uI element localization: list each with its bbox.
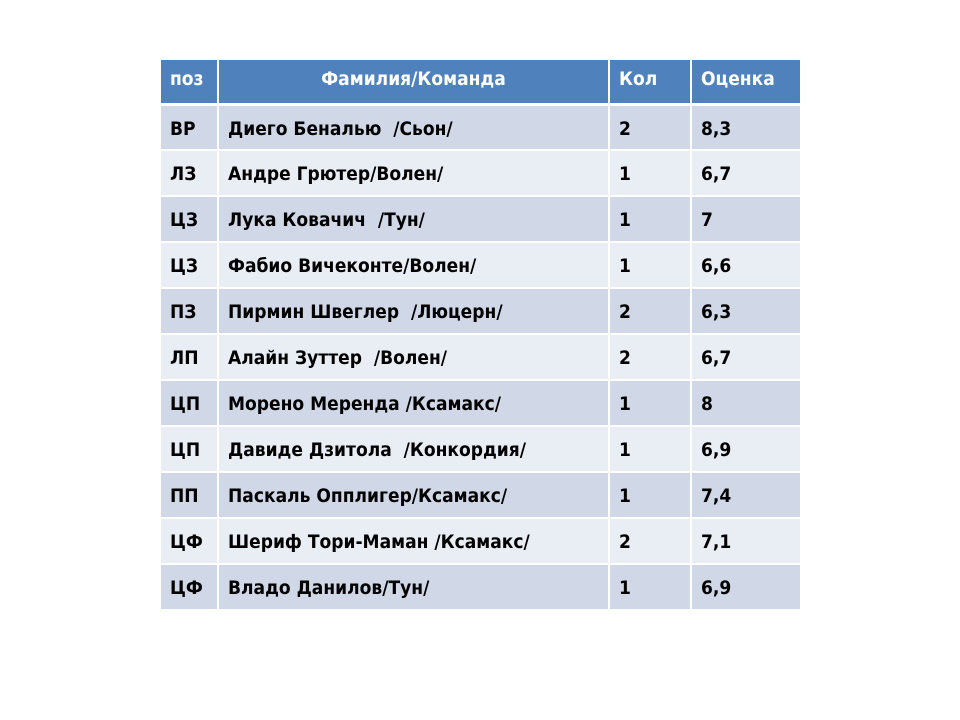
cell-position: ЦФ	[161, 518, 218, 564]
table-row	[161, 196, 800, 242]
cell-player-team: Морено Меренда /Ксамакс/	[218, 380, 609, 426]
cell-count: 2	[609, 288, 691, 334]
cell-position: ЦП	[161, 380, 218, 426]
cell-count: 1	[609, 380, 691, 426]
cell-rating: 6,3	[691, 288, 800, 334]
table-row	[161, 518, 800, 564]
table-row	[161, 426, 800, 472]
cell-rating: 6,7	[691, 334, 800, 380]
cell-count: 1	[609, 564, 691, 610]
cell-position: ЛЗ	[161, 150, 218, 196]
cell-player-team: Фабио Вичеконте/Волен/	[218, 242, 609, 288]
cell-rating: 7,1	[691, 518, 800, 564]
cell-count: 1	[609, 150, 691, 196]
cell-count: 1	[609, 472, 691, 518]
cell-player-team: Давиде Дзитола /Конкордия/	[218, 426, 609, 472]
cell-count: 1	[609, 426, 691, 472]
cell-rating: 8,3	[691, 104, 800, 150]
header-row	[161, 60, 800, 104]
cell-position: ПЗ	[161, 288, 218, 334]
table-row	[161, 242, 800, 288]
cell-position: ЦЗ	[161, 196, 218, 242]
cell-rating: 6,6	[691, 242, 800, 288]
cell-rating: 7,4	[691, 472, 800, 518]
cell-count: 2	[609, 518, 691, 564]
cell-player-team: Алайн Зуттер /Волен/	[218, 334, 609, 380]
table-header	[161, 60, 800, 104]
player-ratings-table	[161, 60, 800, 611]
cell-rating: 6,9	[691, 564, 800, 610]
header-position: поз	[161, 60, 218, 104]
table-row	[161, 564, 800, 610]
cell-count: 1	[609, 196, 691, 242]
header-name-team: Фамилия/Команда	[218, 60, 609, 104]
table-body	[161, 104, 800, 610]
cell-rating: 6,7	[691, 150, 800, 196]
table-row	[161, 334, 800, 380]
cell-player-team: Паскаль Опплигер/Ксамакс/	[218, 472, 609, 518]
cell-rating: 7	[691, 196, 800, 242]
cell-position: ПП	[161, 472, 218, 518]
cell-rating: 8	[691, 380, 800, 426]
cell-count: 1	[609, 242, 691, 288]
cell-position: ЛП	[161, 334, 218, 380]
cell-position: ЦФ	[161, 564, 218, 610]
cell-rating: 6,9	[691, 426, 800, 472]
cell-count: 2	[609, 104, 691, 150]
cell-player-team: Владо Данилов/Тун/	[218, 564, 609, 610]
table-row	[161, 380, 800, 426]
table-row	[161, 104, 800, 150]
cell-player-team: Пирмин Швеглер /Люцерн/	[218, 288, 609, 334]
cell-player-team: Андре Грютер/Волен/	[218, 150, 609, 196]
cell-count: 2	[609, 334, 691, 380]
table-row	[161, 472, 800, 518]
table-row	[161, 288, 800, 334]
cell-position: ВР	[161, 104, 218, 150]
header-rating: Оценка	[691, 60, 800, 104]
table-row	[161, 150, 800, 196]
cell-player-team: Лука Ковачич /Тун/	[218, 196, 609, 242]
cell-position: ЦЗ	[161, 242, 218, 288]
cell-player-team: Диего Беналью /Сьон/	[218, 104, 609, 150]
cell-player-team: Шериф Тори-Маман /Ксамакс/	[218, 518, 609, 564]
cell-position: ЦП	[161, 426, 218, 472]
header-count: Кол	[609, 60, 691, 104]
